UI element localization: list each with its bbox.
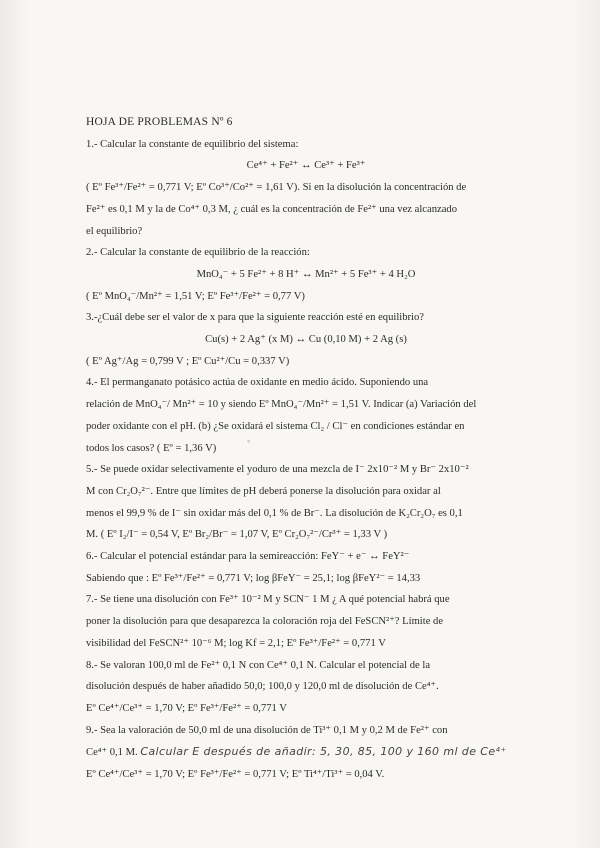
sheet-title: HOJA DE PROBLEMAS Nº 6 [86, 116, 233, 128]
problem-5-data: M. ( Eº I₂/I⁻ = 0,54 V, Eº Br₂/Br⁻ = 1,07 V, Eº Cr₂O₇²⁻/Cr³⁺ = 1,33 V ) [86, 529, 388, 541]
problem-9-data: Eº Ce⁴⁺/Ce³⁺ = 1,70 V; Eº Fe³⁺/Fe²⁺ = 0,771 V; Eº Ti⁴⁺/Ti³⁺ = 0,04 V. [86, 769, 385, 781]
pencil-mark-icon: ◦ [247, 436, 251, 446]
problem-sheet [86, 112, 526, 786]
problem-4-text: todos los casos? ( Eº = 1,36 V) [86, 442, 217, 454]
problem-2-data: ( Eº MnO₄⁻/Mn²⁺ = 1,51 V; Eº Fe³⁺/Fe²⁺ = 0,77 V) [86, 290, 305, 302]
problem-3-statement: 3.-¿Cuál debe ser el valor de x para que la siguiente reacción esté en equilibrio? [86, 312, 424, 324]
problem-1-text: Fe²⁺ es 0,1 M y la de Co⁴⁺ 0,3 M, ¿ cuál es la concentración de Fe²⁺ una vez alcanzado [86, 203, 457, 215]
problem-7-data: visibilidad del FeSCN²⁺ 10⁻⁶ M; log Kf = 2,1; Eº Fe³⁺/Fe²⁺ = 0,771 V [86, 637, 386, 649]
problem-5-text: M con Cr₂O₇²⁻. Entre que límites de pH deberá ponerse la disolución para oxidar al [86, 485, 441, 497]
problem-8-data: Eº Ce⁴⁺/Ce³⁺ = 1,70 V; Eº Fe³⁺/Fe²⁺ = 0,771 V [86, 702, 287, 714]
problem-2-statement: 2.- Calcular la constante de equilibrio de la reacción: [86, 247, 310, 259]
problem-9-text: 9.- Sea la valoración de 50,0 ml de una disolución de Ti³⁺ 0,1 M y 0,2 M de Fe²⁺ con [86, 724, 448, 736]
problem-4-text: 4.- El permanganato potásico actúa de oxidante en medio ácido. Suponiendo una [86, 377, 429, 389]
problem-6-statement: 6.- Calcular el potencial estándar para la semireacción: FeY⁻ + e⁻ ↔ FeY²⁻ [86, 551, 410, 563]
problem-1-text: ( Eº Fe³⁺/Fe²⁺ = 0,771 V; Eº Co³⁺/Co²⁺ = 1,61 V). Si en la disolución la concentración de [86, 182, 467, 194]
problem-1-text: el equilibrio? [86, 225, 143, 237]
problem-8-text: 8.- Se valoran 100,0 ml de Fe²⁺ 0,1 N con Ce⁴⁺ 0,1 N. Calcular el potencial de la [86, 659, 431, 671]
problem-9-text-row [86, 741, 526, 764]
problem-1-statement: 1.- Calcular la constante de equilibrio del sistema: [86, 138, 299, 150]
problem-3-data: ( Eº Ag⁺/Ag = 0,799 V ; Eº Cu²⁺/Cu = 0,337 V) [86, 355, 290, 367]
handwritten-note: Calcular E después de añadir: 5, 30, 85, 100 y 160 ml de Ce⁴⁺ [140, 745, 507, 759]
problem-4-text: relación de MnO₄⁻/ Mn²⁺ = 10 y siendo Eº MnO₄⁻/Mn²⁺ = 1,51 V. Indicar (a) Variación del [86, 399, 477, 411]
problem-7-text: poner la disolución para que desaparezca la coloración roja del FeSCN²⁺? Límite de [86, 616, 444, 628]
problem-6-data: Sabiendo que : Eº Fe³⁺/Fe²⁺ = 0,771 V; log βFeY⁻ = 25,1; log βFeY²⁻ = 14,33 [86, 572, 421, 584]
problem-5-text: menos el 99,9 % de I⁻ sin oxidar más del 0,1 % de Br⁻. La disolución de K₂Cr₂O₇ es 0,1 [86, 507, 463, 519]
problem-8-text: disolución después de haber añadido 50,0; 100,0 y 120,0 ml de disolución de Ce⁴⁺. [86, 681, 439, 693]
problem-2-reaction: MnO₄⁻ + 5 Fe²⁺ + 8 H⁺ ↔ Mn²⁺ + 5 Fe³⁺ + 4 H₂O [196, 268, 416, 280]
problem-4-text: poder oxidante con el pH. (b) ¿Se oxidará el sistema Cl₂ / Cl⁻ en condiciones estándar en [86, 420, 465, 432]
problem-3-reaction: Cu(s) + 2 Ag⁺ (x M) ↔ Cu (0,10 M) + 2 Ag (s) [205, 334, 407, 346]
problem-9-text: Ce⁴⁺ 0,1 M. [86, 747, 138, 759]
problem-5-text: 5.- Se puede oxidar selectivamente el yoduro de una mezcla de I⁻ 2x10⁻² M y Br⁻ 2x10⁻² [86, 464, 469, 476]
problem-1-reaction: Ce⁴⁺ + Fe²⁺ ↔ Ce³⁺ + Fe³⁺ [246, 160, 366, 172]
problem-7-text: 7.- Se tiene una disolución con Fe³⁺ 10⁻² M y SCN⁻ 1 M ¿ A qué potencial habrá que [86, 594, 450, 606]
